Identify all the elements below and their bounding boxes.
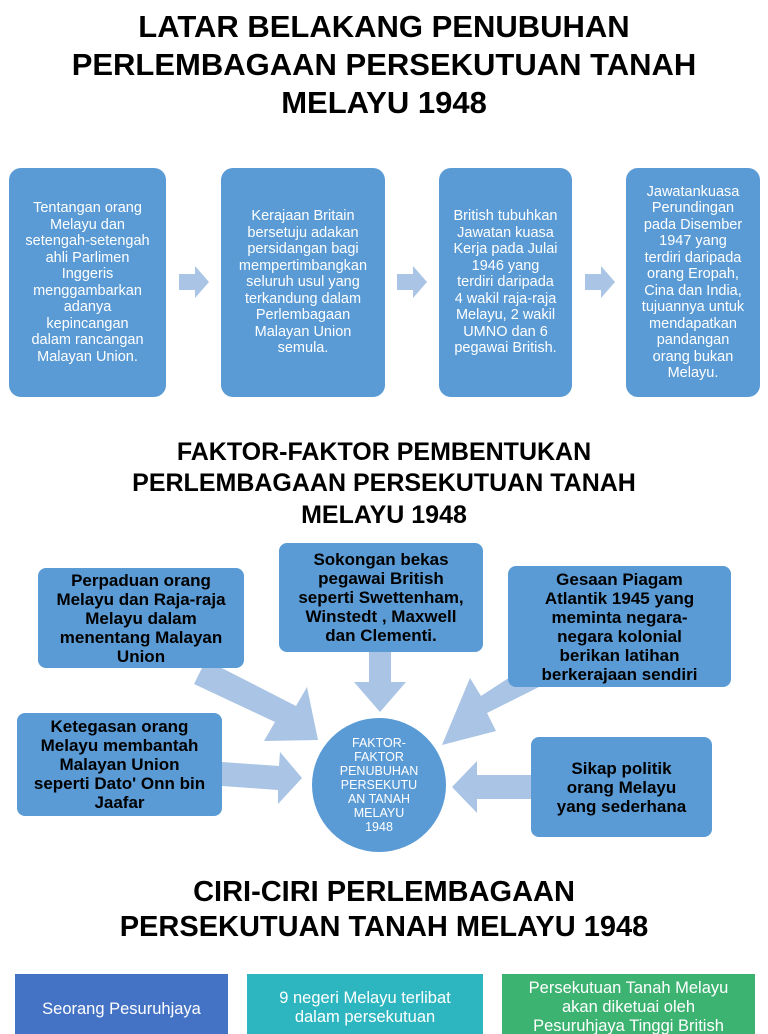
feature-card-2: 9 negeri Melayu terlibat dalam persekutuan <box>247 974 483 1034</box>
arrow-from-factor-2 <box>354 652 406 712</box>
process-step-3: British tubuhkan Jawatan kuasa Kerja pada Julai 1946 yang terdiri daripada 4 wakil raja-raja Melayu, 2 wakil UMNO dan 6 pegawai British. <box>439 168 572 397</box>
arrow-from-factor-4 <box>222 752 302 804</box>
process-step-4: Jawatankuasa Perundingan pada Disember 1947 yang terdiri daripada orang Eropah, Cina dan India, tujuannya untuk mendapatkan pandangan orang bukan Melayu. <box>626 168 760 397</box>
section3-title: CIRI-CIRI PERLEMBAGAAN PERSEKUTUAN TANAH MELAYU 1948 <box>119 876 649 943</box>
feature-card-3: Persekutuan Tanah Melayu akan diketuai oleh Pesuruhjaya Tinggi British <box>502 974 755 1034</box>
factor-box-1: Perpaduan orang Melayu dan Raja-raja Melayu dalam menentang Malayan Union <box>38 568 244 668</box>
process-step-1: Tentangan orang Melayu dan setengah-setengah ahli Parlimen Inggeris menggambarkan adanya kepincangan dalam rancangan Malayan Union. <box>9 168 166 397</box>
section1-title: LATAR BELAKANG PENUBUHAN PERLEMBAGAAN PERSEKUTUAN TANAH MELAYU 1948 <box>71 9 697 120</box>
feature-card-1: Seorang Pesuruhjaya <box>15 974 228 1034</box>
factor-box-5: Sikap politik orang Melayu yang sederhana <box>531 737 712 837</box>
center-circle: FAKTOR- FAKTOR PENUBUHAN PERSEKUTU AN TANAH MELAYU 1948 <box>312 718 446 852</box>
factor-box-2: Sokongan bekas pegawai British seperti Swettenham, Winstedt , Maxwell dan Clementi. <box>279 543 483 652</box>
arrow-from-factor-5 <box>452 761 531 813</box>
section2-title: FAKTOR-FAKTOR PEMBENTUKAN PERLEMBAGAAN PERSEKUTUAN TANAH MELAYU 1948 <box>132 438 636 529</box>
factor-box-4: Ketegasan orang Melayu membantah Malayan Union seperti Dato' Onn bin Jaafar <box>17 713 222 816</box>
factor-box-3: Gesaan Piagam Atlantik 1945 yang meminta negara- negara kolonial berikan latihan berkerajaan sendiri <box>508 566 731 687</box>
process-step-2: Kerajaan Britain bersetuju adakan persidangan bagi mempertimbangkan seluruh usul yang terkandung dalam Perlembagaan Malayan Union semula. <box>221 168 385 397</box>
